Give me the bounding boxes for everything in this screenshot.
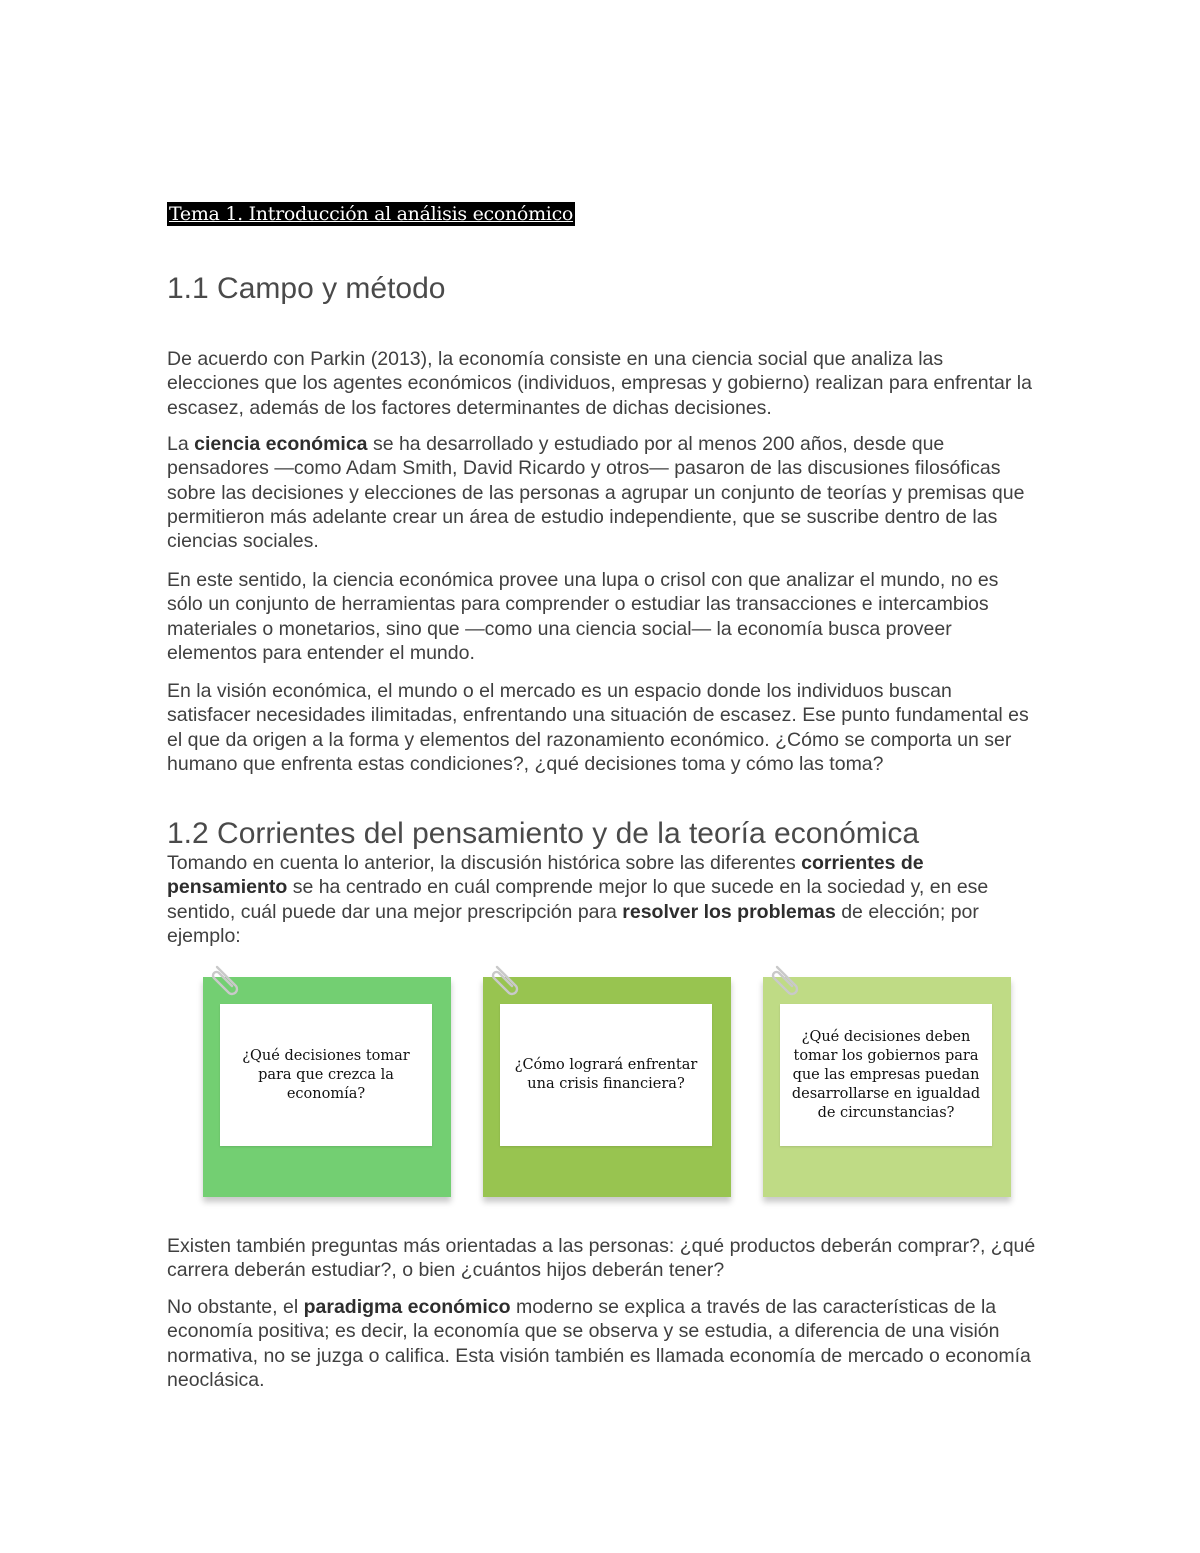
section-heading-1-2: 1.2 Corrientes del pensamiento y de la teoría económica (167, 817, 920, 850)
paragraph: En la visión económica, el mundo o el mercado es un espacio donde los individuos buscan satisfacer necesidades ilimitadas, enfrentando una situación de escasez. Ese punto fundamental es el que da origen a la forma y elementos del razonamiento económico. ¿Cómo se comporta un ser humano que enfrenta estas condiciones?, ¿qué decisiones toma y cómo las toma? (167, 680, 1029, 775)
paragraph: De acuerdo con Parkin (2013), la economía consiste en una ciencia social que analiza las elecciones que los agentes económicos (individuos, empresas y gobierno) realizan para enfrentar la escasez, además de los factores determinantes de dichas decisiones. (167, 348, 1032, 419)
question-card-panel (780, 1004, 992, 1146)
bold-term: ciencia económica (194, 433, 368, 455)
question-card (763, 977, 1011, 1197)
paragraph: En este sentido, la ciencia económica provee una lupa o crisol con que analizar el mundo, no es sólo un conjunto de herramientas para comprender o estudiar las transacciones e intercambios materiales o monetarios, sino que —como una ciencia social— la economía busca proveer elementos para entender el mundo. (167, 569, 999, 664)
question-card (203, 977, 451, 1197)
bold-term: paradigma económico (303, 1296, 511, 1318)
paragraph: La ciencia económica se ha desarrollado y estudiado por al menos 200 años, desde que pensadores —como Adam Smith, David Ricardo y otros— pasaron de las discusiones filosóficas sobre las decisiones y elecciones de las personas a agrupar un conjunto de teorías y premisas que permitieron más adelante crear un área de estudio independiente, que se suscribe dentro de las ciencias sociales. (167, 433, 1025, 553)
question-card-text: ¿Qué decisiones tomar para que crezca la economía? (242, 1047, 410, 1102)
question-card (483, 977, 731, 1197)
paragraph: Existen también preguntas más orientadas a las personas: ¿qué productos deberán comprar?, ¿qué carrera deberán estudiar?, o bien ¿cuántos hijos deberán tener? (167, 1235, 1036, 1282)
section-heading-1-1: 1.1 Campo y método (167, 272, 446, 305)
question-card-text: ¿Cómo logrará enfrentar una crisis financiera? (514, 1057, 698, 1092)
topic-title: Tema 1. Introducción al análisis económico (169, 203, 574, 225)
question-card-panel (500, 1004, 712, 1146)
paragraph: Tomando en cuenta lo anterior, la discusión histórica sobre las diferentes corrientes de pensamiento se ha centrado en cuál comprende mejor lo que sucede en la sociedad y, en ese sentido, cuál puede dar una mejor prescripción para resolver los problemas de elección; por ejemplo: (167, 852, 989, 947)
paperclip-icon (489, 963, 523, 997)
question-card-panel (220, 1004, 432, 1146)
paragraph: No obstante, el paradigma económico moderno se explica a través de las características de la economía positiva; es decir, la economía que se observa y se estudia, a diferencia de una visión normativa, no se juzga o califica. Esta visión también es llamada economía de mercado o economía neoclásica. (167, 1296, 1031, 1391)
bold-term: resolver los problemas (622, 900, 836, 923)
paperclip-icon (209, 963, 243, 997)
bold-term: corrientes de pensamiento (167, 852, 924, 899)
paperclip-icon (769, 963, 803, 997)
question-card-text: ¿Qué decisiones deben tomar los gobiernos para que las empresas puedan desarrollarse en igualdad de circunstancias? (791, 1028, 981, 1121)
